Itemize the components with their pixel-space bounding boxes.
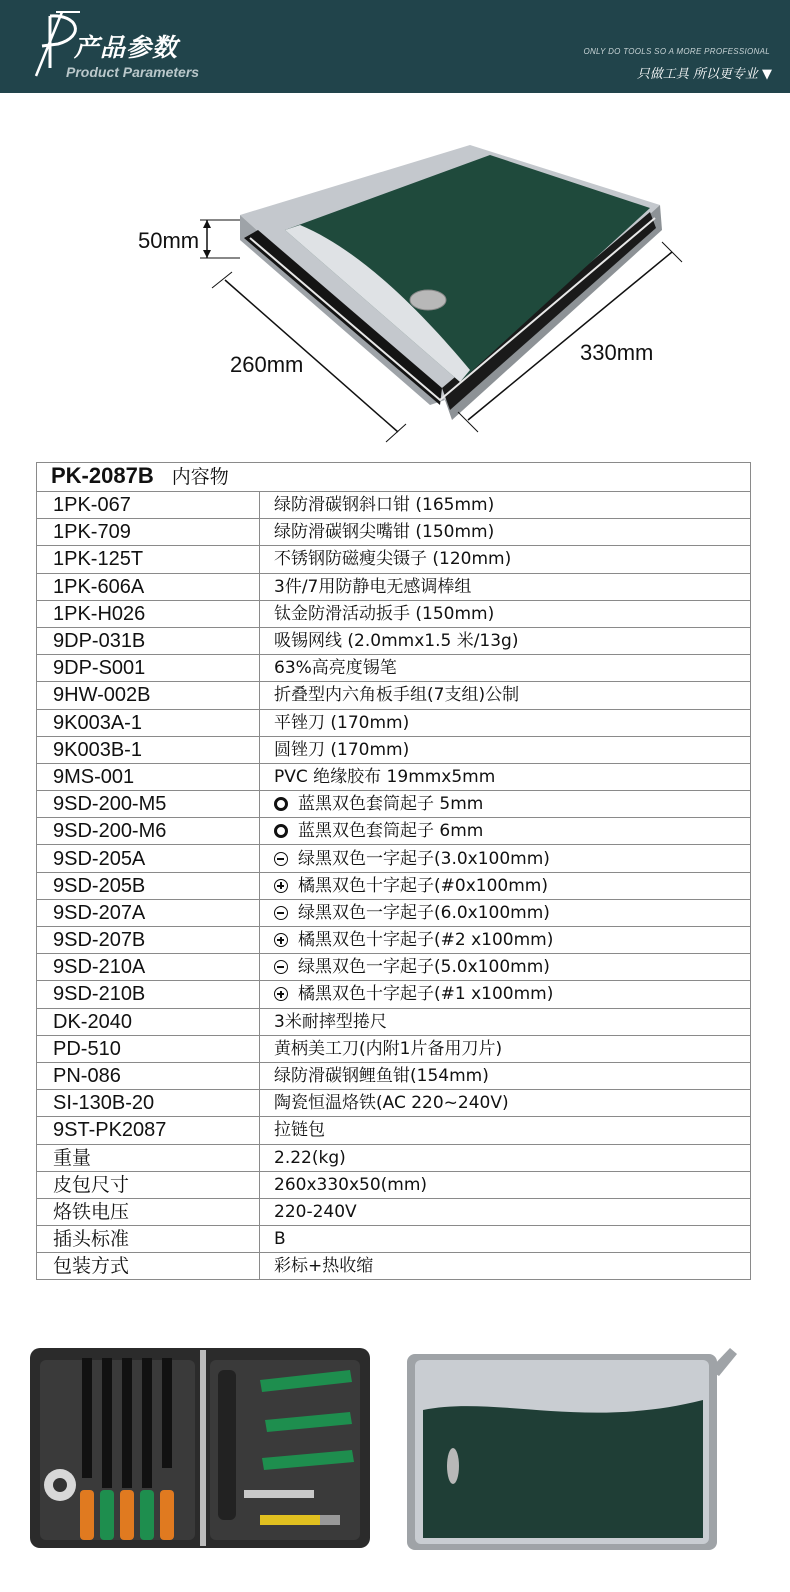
minus-icon [274,906,288,920]
part-code: 9SD-210A [37,954,260,981]
table-header-row [37,463,751,492]
part-description: 橘黑双色十字起子(#2 x100mm) [298,930,554,951]
part-description-cell [260,845,751,872]
table-row [37,546,751,573]
part-description: 63%高亮度锡笔 [274,658,397,679]
table-row [37,682,751,709]
param-row [37,1226,751,1253]
table-row [37,600,751,627]
header-title-cn: 产品参数 [74,33,179,62]
part-description: 绿防滑碳钢鲤鱼钳(154mm) [274,1066,489,1087]
part-code: 9SD-207B [37,927,260,954]
param-row [37,1171,751,1198]
table-row [37,1117,751,1144]
part-description-cell [260,1062,751,1089]
minus-icon [274,960,288,974]
part-description: 不锈钢防磁瘦尖镊子 (120mm) [274,549,512,570]
part-code: 9SD-205B [37,872,260,899]
part-description-cell [260,627,751,654]
param-row [37,1144,751,1171]
table-row [37,655,751,682]
part-code: SI-130B-20 [37,1090,260,1117]
param-label: 插头标准 [37,1226,260,1253]
part-description: 绿防滑碳钢斜口钳 (165mm) [274,495,495,516]
length-dimension-label: 330mm [580,340,654,365]
part-description: 绿黑双色一字起子(5.0x100mm) [298,957,550,978]
part-description: 橘黑双色十字起子(#1 x100mm) [298,984,554,1005]
table-row [37,791,751,818]
part-description: 平锉刀 (170mm) [274,712,410,733]
part-description: 折叠型内六角板手组(7支组)公制 [274,685,520,706]
part-description: 绿黑双色一字起子(3.0x100mm) [298,848,550,869]
minus-icon [274,852,288,866]
part-description-cell [260,763,751,790]
part-description: 蓝黑双色套筒起子 5mm [298,794,484,815]
part-code: 9DP-031B [37,627,260,654]
param-label: 皮包尺寸 [37,1171,260,1198]
part-description: 3米耐摔型捲尺 [274,1011,387,1032]
part-description-cell [260,736,751,763]
part-code: 1PK-125T [37,546,260,573]
part-code: 9DP-S001 [37,655,260,682]
table-row [37,954,751,981]
part-description-cell [260,1117,751,1144]
part-description-cell [260,573,751,600]
table-row [37,845,751,872]
table-row [37,1008,751,1035]
param-label: 重量 [37,1144,260,1171]
closed-case-photo [405,1340,750,1559]
table-row [37,519,751,546]
header-slogan-en: ONLY DO TOOLS SO A MORE PROFESSIONAL [583,47,770,56]
spec-table [36,462,751,1280]
param-label: 包装方式 [37,1253,260,1280]
part-code: 9K003B-1 [37,736,260,763]
part-description-cell [260,981,751,1008]
part-code: 9SD-205A [37,845,260,872]
part-description-cell [260,1035,751,1062]
table-row [37,927,751,954]
part-description: 蓝黑双色套筒起子 6mm [298,821,484,842]
part-description: 圆锉刀 (170mm) [274,739,410,760]
open-case-photo [30,1340,370,1559]
part-description: 橘黑双色十字起子(#0x100mm) [298,875,548,896]
part-description-cell [260,682,751,709]
part-description: 绿防滑碳钢尖嘴钳 (150mm) [274,522,495,543]
part-description-cell [260,655,751,682]
param-row [37,1253,751,1280]
table-row [37,709,751,736]
part-code: 9ST-PK2087 [37,1117,260,1144]
param-value: 2.22(kg) [260,1144,751,1171]
part-code: 9HW-002B [37,682,260,709]
part-description-cell [260,872,751,899]
part-code: 1PK-H026 [37,600,260,627]
width-dimension-label: 260mm [230,352,304,377]
plus-icon [274,987,288,1001]
table-row [37,1062,751,1089]
table-row [37,627,751,654]
part-description: 陶瓷恒温烙铁(AC 220~240V) [274,1093,509,1114]
part-code: 9SD-200-M6 [37,818,260,845]
param-label: 烙铁电压 [37,1198,260,1225]
part-description-cell [260,519,751,546]
part-description-cell [260,791,751,818]
param-row [37,1198,751,1225]
ring-icon [274,797,288,811]
table-row [37,1090,751,1117]
table-row [37,981,751,1008]
part-description-cell [260,899,751,926]
header-title-en: Product Parameters [66,64,200,80]
page-header [0,0,790,93]
product-figure [0,120,790,460]
ring-icon [274,824,288,838]
part-code: 1PK-067 [37,492,260,519]
table-header-cell [37,463,751,492]
zip-case-image [0,120,790,460]
part-code: 9SD-210B [37,981,260,1008]
table-row [37,736,751,763]
part-description-cell [260,492,751,519]
part-code: 1PK-709 [37,519,260,546]
open-case-image [30,1340,370,1555]
part-code: 1PK-606A [37,573,260,600]
part-description: 吸锡网线 (2.0mmx1.5 米/13g) [274,631,519,652]
param-value: B [260,1226,751,1253]
part-code: 9SD-200-M5 [37,791,260,818]
height-dimension-label: 50mm [138,228,200,253]
table-row [37,818,751,845]
param-value: 220-240V [260,1198,751,1225]
part-description-cell [260,546,751,573]
part-description: 黄柄美工刀(内附1片备用刀片) [274,1038,503,1059]
part-description: 3件/7用防静电无感调棒组 [274,576,472,597]
part-code: DK-2040 [37,1008,260,1035]
table-row [37,872,751,899]
table-row [37,1035,751,1062]
part-description: 拉链包 [274,1120,325,1141]
part-description-cell [260,1008,751,1035]
part-code: 9SD-207A [37,899,260,926]
model-number: PK-2087B [51,463,154,488]
plus-icon [274,933,288,947]
part-code: PN-086 [37,1062,260,1089]
part-description-cell [260,600,751,627]
part-code: PD-510 [37,1035,260,1062]
closed-case-image [405,1340,750,1555]
part-description: 绿黑双色一字起子(6.0x100mm) [298,902,550,923]
contents-label: 内容物 [171,466,229,488]
table-row [37,763,751,790]
table-row [37,492,751,519]
part-description-cell [260,818,751,845]
part-description-cell [260,709,751,736]
part-description-cell [260,1090,751,1117]
part-description: 钛金防滑活动扳手 (150mm) [274,603,495,624]
part-code: 9K003A-1 [37,709,260,736]
part-description-cell [260,954,751,981]
plus-icon [274,879,288,893]
param-value: 彩标+热收缩 [260,1253,751,1280]
part-code: 9MS-001 [37,763,260,790]
header-slogan-cn: 只做工具 所以更专业 ▼ [636,67,772,82]
part-description-cell [260,927,751,954]
param-value: 260x330x50(mm) [260,1171,751,1198]
part-description: PVC 绝缘胶布 19mmx5mm [274,766,496,787]
table-row [37,899,751,926]
table-row [37,573,751,600]
